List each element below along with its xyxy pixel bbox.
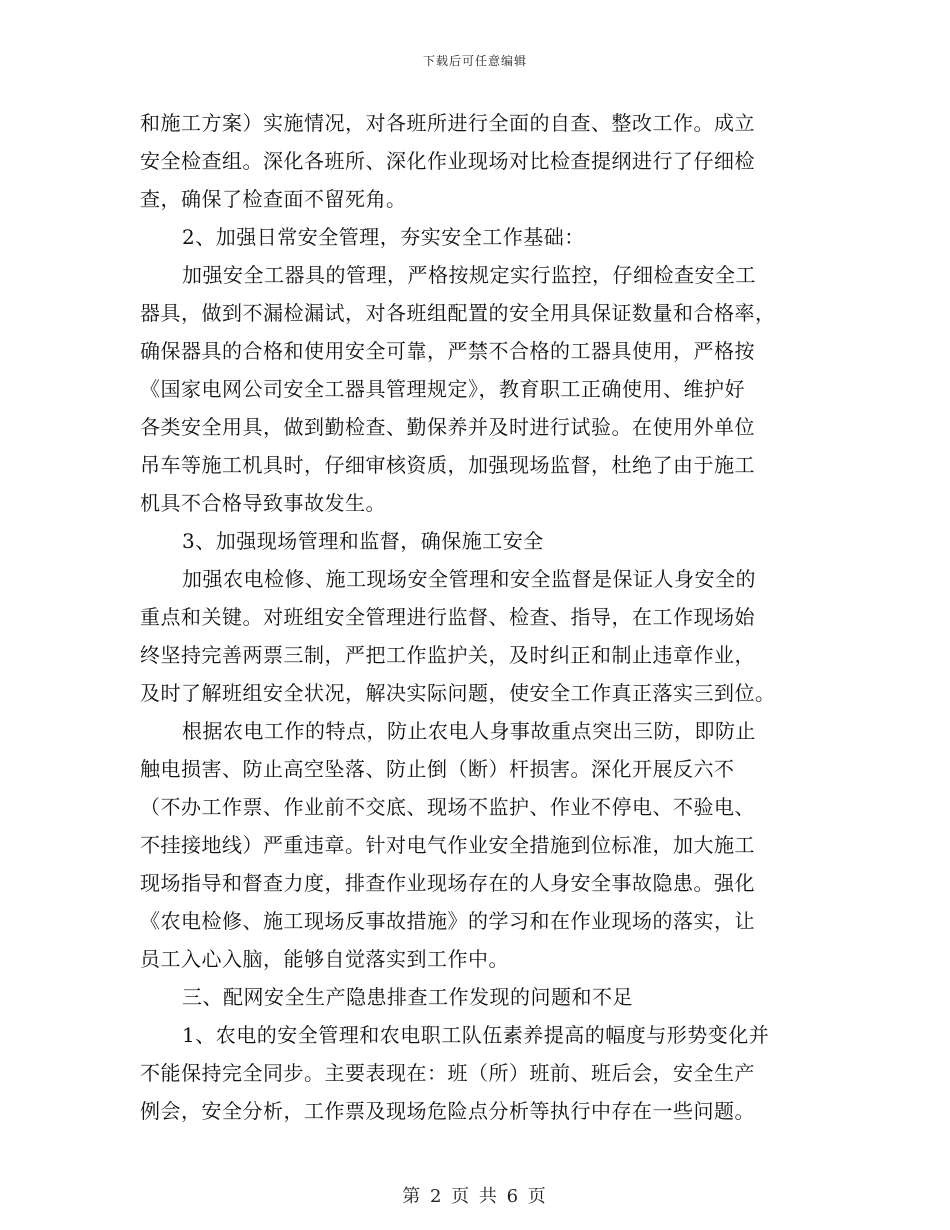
text-line: 确保器具的合格和使用安全可靠，严禁不合格的工器具使用，严格按 [140, 339, 755, 363]
text-line: 查，确保了检查面不留死角。 [140, 187, 407, 211]
text-line: 《农电检修、施工现场反事故措施》的学习和在作业现场的落实，让 [140, 909, 755, 933]
text-line: 2、加强日常安全管理，夯实安全工作基础： [182, 225, 585, 249]
text-line: 安全检查组。深化各班所、深化作业现场对比检查提纲进行了仔细检 [140, 149, 755, 173]
text-line: 现场指导和督查力度，排查作业现场存在的人身安全事故隐患。强化 [140, 871, 755, 895]
text-line: 器具，做到不漏检漏试，对各班组配置的安全用具保证数量和合格率， [140, 301, 776, 325]
text-line: 1、农电的安全管理和农电职工队伍素养提高的幅度与形势变化并 [182, 1023, 770, 1047]
text-line: 例会，安全分析，工作票及现场危险点分析等执行中存在一些问题。 [140, 1099, 755, 1123]
text-line: （不办工作票、作业前不交底、现场不监护、作业不停电、不验电、 [140, 795, 755, 819]
text-line: 和施工方案）实施情况，对各班所进行全面的自查、整改工作。成立 [140, 111, 755, 135]
text-line: 吊车等施工机具时，仔细审核资质，加强现场监督，杜绝了由于施工 [140, 453, 755, 477]
text-line: 三、配网安全生产隐患排查工作发现的问题和不足 [182, 985, 633, 1009]
text-line: 员工入心入脑，能够自觉落实到工作中。 [140, 947, 509, 971]
text-line: 重点和关键。对班组安全管理进行监督、检查、指导，在工作现场始 [140, 605, 755, 629]
text-line: 不能保持完全同步。主要表现在：班（所）班前、班后会，安全生产 [140, 1061, 755, 1085]
text-line: 触电损害、防止高空坠落、防止倒（断）杆损害。深化开展反六不 [140, 757, 735, 781]
text-line: 《国家电网公司安全工器具管理规定》，教育职工正确使用、维护好 [140, 377, 745, 401]
text-line: 加强安全工器具的管理，严格按规定实行监控，仔细检查安全工 [182, 263, 756, 287]
text-line: 机具不合格导致事故发生。 [140, 491, 386, 515]
page-number: 第 2 页 共 6 页 [402, 1186, 548, 1207]
text-line: 及时了解班组安全状况，解决实际问题，使安全工作真正落实三到位。 [140, 681, 776, 705]
text-line: 加强农电检修、施工现场安全管理和安全监督是保证人身安全的 [182, 567, 756, 591]
text-line: 不挂接地线）严重违章。针对电气作业安全措施到位标准，加大施工 [140, 833, 755, 857]
page-header-note: 下载后可任意编辑 [422, 54, 527, 68]
text-line: 各类安全用具，做到勤检查、勤保养并及时进行试验。在使用外单位 [140, 415, 755, 439]
text-line: 3、加强现场管理和监督，确保施工安全 [182, 529, 544, 553]
document-body [140, 104, 815, 1130]
text-line: 根据农电工作的特点，防止农电人身事故重点突出三防，即防止 [182, 719, 756, 743]
text-line: 终坚持完善两票三制，严把工作监护关，及时纠正和制止违章作业， [140, 643, 755, 667]
